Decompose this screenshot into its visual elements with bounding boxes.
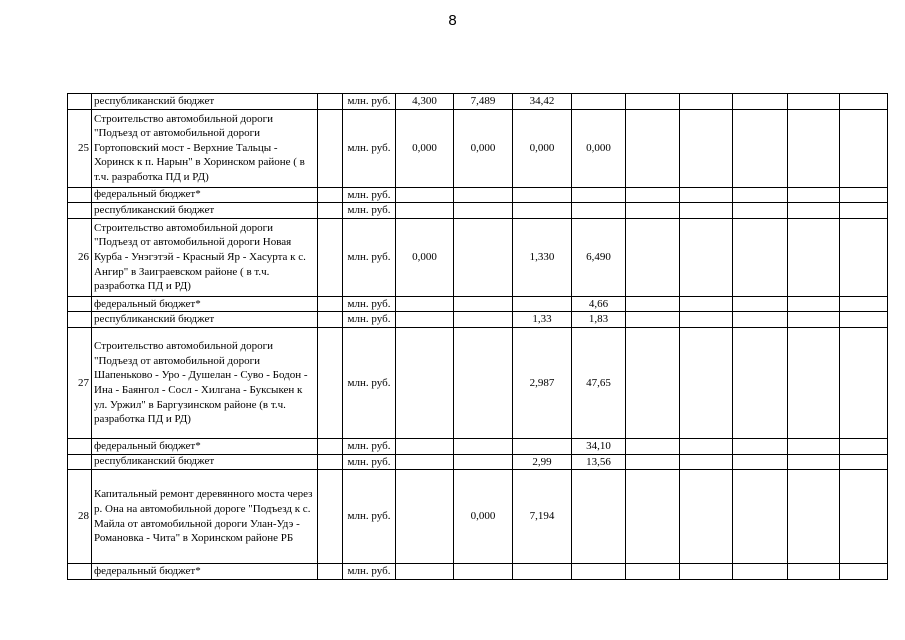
value-cell <box>626 203 680 219</box>
value-cell <box>840 203 888 219</box>
row-number <box>68 438 92 454</box>
row-number <box>68 187 92 203</box>
table-row-subitem <box>68 564 888 580</box>
value-cell <box>396 454 454 470</box>
empty-cell <box>318 312 343 328</box>
value-cell <box>396 327 454 438</box>
value-cell <box>840 470 888 564</box>
value-cell <box>840 438 888 454</box>
empty-cell <box>318 218 343 296</box>
value-cell: 1,33 <box>513 312 572 328</box>
value-cell <box>513 203 572 219</box>
value-cell <box>733 312 788 328</box>
value-cell <box>680 312 733 328</box>
value-cell: 2,99 <box>513 454 572 470</box>
unit-cell: млн. руб. <box>343 296 396 312</box>
value-cell <box>788 187 840 203</box>
value-cell: 1,330 <box>513 218 572 296</box>
unit-cell: млн. руб. <box>343 327 396 438</box>
value-cell <box>733 109 788 187</box>
row-number <box>68 454 92 470</box>
value-cell <box>454 203 513 219</box>
row-description: Строительство автомобильной дороги "Подъезд от автомобильной дороги Новая Курба - Унэгэтэй - Красный Яр - Хасурта к с. Ангир" в Заиграевском районе ( в т.ч. разработка ПД и РД) <box>92 218 318 296</box>
value-cell <box>572 470 626 564</box>
value-cell <box>454 327 513 438</box>
row-number: 28 <box>68 470 92 564</box>
value-cell <box>680 218 733 296</box>
value-cell <box>680 327 733 438</box>
value-cell: 7,194 <box>513 470 572 564</box>
unit-cell: млн. руб. <box>343 312 396 328</box>
value-cell <box>513 564 572 580</box>
value-cell: 0,000 <box>572 109 626 187</box>
value-cell <box>454 564 513 580</box>
table-row-item-27 <box>68 327 888 438</box>
empty-cell <box>318 438 343 454</box>
value-cell <box>572 203 626 219</box>
row-description: федеральный бюджет* <box>92 187 318 203</box>
value-cell <box>840 109 888 187</box>
value-cell: 4,66 <box>572 296 626 312</box>
page-number: 8 <box>448 12 457 29</box>
value-cell <box>513 296 572 312</box>
value-cell: 0,000 <box>454 470 513 564</box>
value-cell <box>788 203 840 219</box>
value-cell <box>788 296 840 312</box>
table-row-subitem <box>68 187 888 203</box>
value-cell <box>626 94 680 110</box>
unit-cell: млн. руб. <box>343 187 396 203</box>
value-cell <box>733 218 788 296</box>
empty-cell <box>318 327 343 438</box>
table-row-subitem <box>68 454 888 470</box>
value-cell <box>396 296 454 312</box>
value-cell <box>572 94 626 110</box>
value-cell <box>680 203 733 219</box>
value-cell <box>788 109 840 187</box>
value-cell <box>626 438 680 454</box>
table-row-item-26 <box>68 218 888 296</box>
value-cell <box>733 438 788 454</box>
value-cell <box>840 454 888 470</box>
value-cell <box>513 438 572 454</box>
value-cell <box>788 218 840 296</box>
table-row-item-25 <box>68 109 888 187</box>
value-cell <box>840 296 888 312</box>
unit-cell: млн. руб. <box>343 470 396 564</box>
unit-cell: млн. руб. <box>343 203 396 219</box>
value-cell <box>680 187 733 203</box>
empty-cell <box>318 187 343 203</box>
value-cell: 0,000 <box>396 218 454 296</box>
value-cell <box>733 187 788 203</box>
row-number <box>68 564 92 580</box>
table-row-subitem <box>68 203 888 219</box>
value-cell <box>680 564 733 580</box>
value-cell <box>840 564 888 580</box>
row-number <box>68 94 92 110</box>
value-cell <box>396 470 454 564</box>
row-description: республиканский бюджет <box>92 203 318 219</box>
unit-cell: млн. руб. <box>343 94 396 110</box>
value-cell <box>680 438 733 454</box>
value-cell <box>680 94 733 110</box>
value-cell <box>680 109 733 187</box>
table-row-subitem <box>68 94 888 110</box>
value-cell <box>788 94 840 110</box>
value-cell <box>840 94 888 110</box>
value-cell <box>680 470 733 564</box>
value-cell <box>454 218 513 296</box>
row-description: Строительство автомобильной дороги "Подъезд от автомобильной дороги Шапеньково - Уро - Душелан - Суво - Бодон - Ина - Баянгол - Сосл - Хилгана - Буксыкен к ул. Уржил" в Баргузинском районе (в т.ч. разработка ПД и РД) <box>92 327 318 438</box>
value-cell <box>788 470 840 564</box>
row-number: 25 <box>68 109 92 187</box>
value-cell <box>626 187 680 203</box>
value-cell: 13,56 <box>572 454 626 470</box>
value-cell <box>396 438 454 454</box>
row-description: Строительство автомобильной дороги "Подъезд от автомобильной дороги Гортоповский мост - Верхние Тальцы - Хоринск к п. Нарын" в Хоринском районе ( в т.ч. разработка ПД и РД) <box>92 109 318 187</box>
value-cell <box>396 312 454 328</box>
row-description: республиканский бюджет <box>92 94 318 110</box>
row-description: Капитальный ремонт деревянного моста через р. Она на автомобильной дороге "Подъезд к с. Майла от автомобильной дороги Улан-Удэ - Романовка - Чита" в Хоринском районе РБ <box>92 470 318 564</box>
value-cell <box>840 218 888 296</box>
value-cell: 0,000 <box>396 109 454 187</box>
value-cell <box>626 296 680 312</box>
value-cell <box>733 296 788 312</box>
unit-cell: млн. руб. <box>343 109 396 187</box>
unit-cell: млн. руб. <box>343 564 396 580</box>
value-cell: 34,42 <box>513 94 572 110</box>
value-cell: 0,000 <box>454 109 513 187</box>
value-cell <box>396 187 454 203</box>
value-cell <box>454 438 513 454</box>
value-cell <box>454 296 513 312</box>
value-cell <box>733 454 788 470</box>
value-cell <box>733 564 788 580</box>
value-cell: 0,000 <box>513 109 572 187</box>
row-number <box>68 203 92 219</box>
value-cell <box>454 454 513 470</box>
empty-cell <box>318 296 343 312</box>
value-cell: 47,65 <box>572 327 626 438</box>
empty-cell <box>318 564 343 580</box>
table-row-subitem <box>68 438 888 454</box>
value-cell <box>680 296 733 312</box>
value-cell <box>840 187 888 203</box>
row-description: федеральный бюджет* <box>92 296 318 312</box>
budget-table <box>67 93 888 580</box>
unit-cell: млн. руб. <box>343 218 396 296</box>
value-cell <box>626 327 680 438</box>
value-cell <box>788 438 840 454</box>
value-cell: 1,83 <box>572 312 626 328</box>
table-row-item-28 <box>68 470 888 564</box>
row-number <box>68 296 92 312</box>
value-cell <box>788 454 840 470</box>
value-cell: 4,300 <box>396 94 454 110</box>
empty-cell <box>318 203 343 219</box>
value-cell: 2,987 <box>513 327 572 438</box>
row-description: федеральный бюджет* <box>92 438 318 454</box>
row-description: федеральный бюджет* <box>92 564 318 580</box>
value-cell <box>733 470 788 564</box>
value-cell <box>572 187 626 203</box>
value-cell <box>454 312 513 328</box>
row-description: республиканский бюджет <box>92 312 318 328</box>
value-cell <box>626 312 680 328</box>
value-cell <box>626 470 680 564</box>
value-cell <box>454 187 513 203</box>
value-cell <box>680 454 733 470</box>
value-cell <box>626 454 680 470</box>
empty-cell <box>318 454 343 470</box>
value-cell <box>733 203 788 219</box>
value-cell <box>572 564 626 580</box>
value-cell <box>626 109 680 187</box>
unit-cell: млн. руб. <box>343 438 396 454</box>
value-cell <box>788 312 840 328</box>
value-cell <box>840 312 888 328</box>
row-description: республиканский бюджет <box>92 454 318 470</box>
row-number <box>68 312 92 328</box>
row-number: 27 <box>68 327 92 438</box>
unit-cell: млн. руб. <box>343 454 396 470</box>
value-cell: 34,10 <box>572 438 626 454</box>
value-cell: 7,489 <box>454 94 513 110</box>
value-cell <box>840 327 888 438</box>
value-cell <box>733 94 788 110</box>
empty-cell <box>318 94 343 110</box>
value-cell <box>396 203 454 219</box>
table-row-subitem <box>68 296 888 312</box>
value-cell <box>396 564 454 580</box>
empty-cell <box>318 470 343 564</box>
row-number: 26 <box>68 218 92 296</box>
value-cell <box>788 327 840 438</box>
value-cell <box>788 564 840 580</box>
value-cell <box>733 327 788 438</box>
value-cell <box>626 564 680 580</box>
value-cell <box>513 187 572 203</box>
value-cell <box>626 218 680 296</box>
value-cell: 6,490 <box>572 218 626 296</box>
empty-cell <box>318 109 343 187</box>
table-row-subitem <box>68 312 888 328</box>
